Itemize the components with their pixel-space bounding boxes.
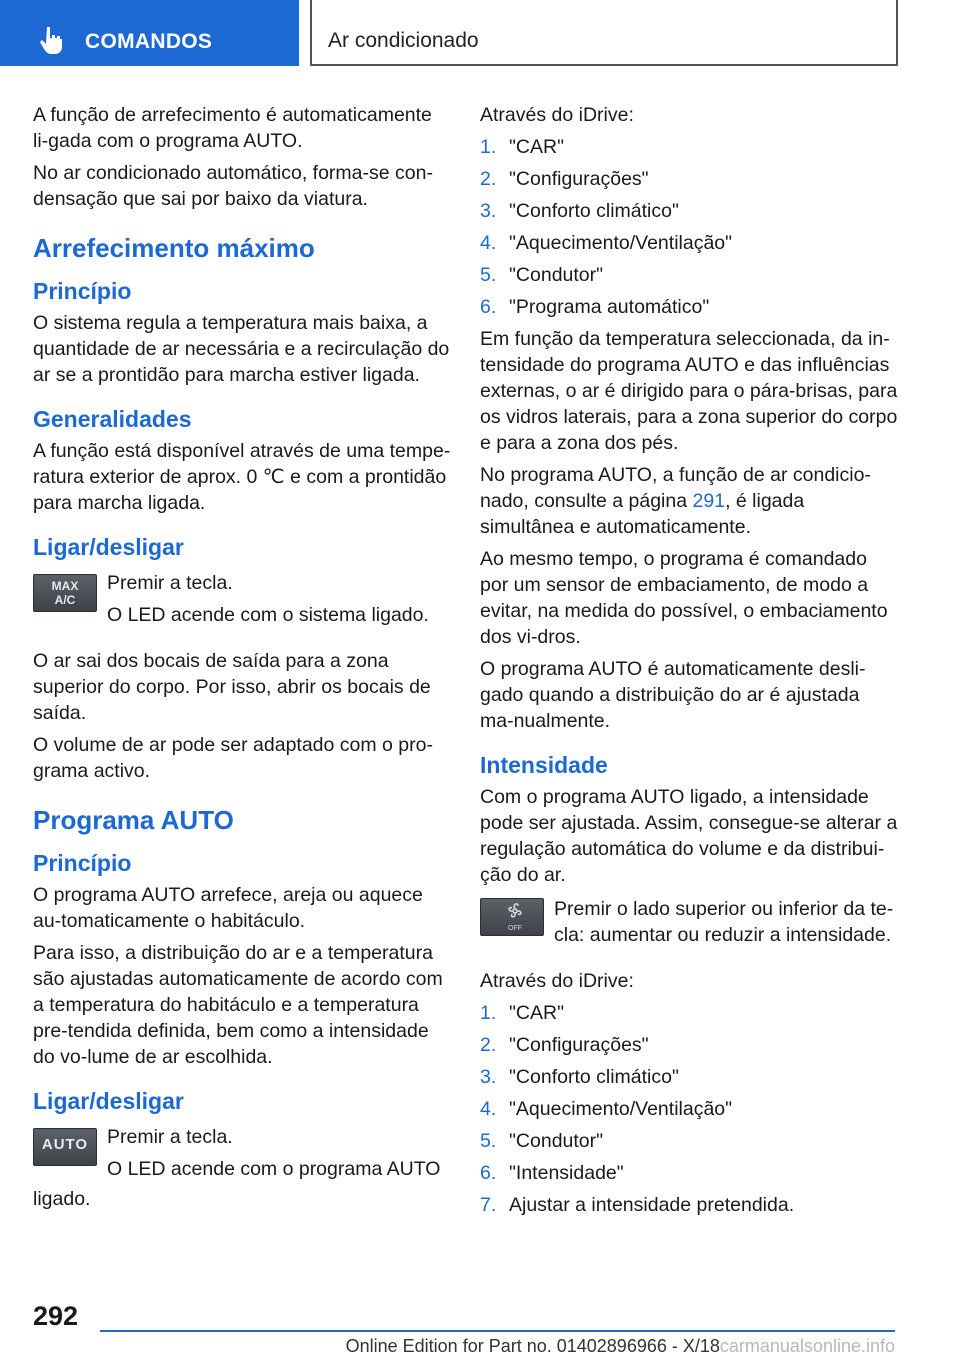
list-item — [480, 1192, 898, 1218]
instruction-text: O LED acende com o sistema ligado. — [107, 604, 429, 626]
list-item-number: 1. — [480, 136, 497, 158]
list-item-text: "Intensidade" — [509, 1162, 624, 1184]
list-item-number: 3. — [480, 1066, 497, 1088]
paragraph: O programa AUTO arrefece, areja ou aquece au-tomaticamente o habitáculo. — [33, 884, 423, 932]
paragraph: Com o programa AUTO ligado, a intensidade pode ser ajustada. Assim, consegue-se alterar a regulação automática do volume e da distribui-ção do ar. — [480, 786, 898, 886]
auto-button-icon — [33, 1128, 97, 1166]
subheading-principio: Princípio — [33, 850, 132, 876]
maxac-instruction — [33, 570, 451, 638]
auto-icon-label: AUTO — [41, 1136, 89, 1153]
list-item-number: 6. — [480, 296, 497, 318]
heading-programa-auto: Programa AUTO — [33, 805, 234, 835]
list-item — [480, 134, 898, 160]
subheading-ligar-desligar: Ligar/desligar — [33, 534, 184, 560]
paragraph: O programa AUTO é automaticamente desli-gado quando a distribuição do ar é ajustada ma-nualmente. — [480, 658, 866, 732]
list-item-text: "Aquecimento/Ventilação" — [509, 232, 733, 254]
list-item-text: "Condutor" — [509, 1130, 604, 1152]
list-item-number: 4. — [480, 232, 497, 254]
list-item-number: 5. — [480, 1130, 497, 1152]
list-item-text: "Configurações" — [509, 168, 649, 190]
list-item-text: "CAR" — [509, 1002, 565, 1024]
list-item-text: Ajustar a intensidade pretendida. — [509, 1194, 795, 1216]
footer-divider — [100, 1330, 895, 1332]
list-item-number: 2. — [480, 1034, 497, 1056]
footer-edition: Online Edition for Part no. 01402896966 - X/18carmanualsonline.info — [345, 1336, 895, 1356]
page-link-291[interactable]: 291 — [692, 490, 726, 512]
paragraph: No ar condicionado automático, forma-se con-densação que sai por baixo da viatura. — [33, 162, 433, 210]
list-item-text: "Configurações" — [509, 1034, 649, 1056]
left-column — [33, 102, 451, 1218]
subheading-generalidades: Generalidades — [33, 406, 192, 432]
chapter-tab-comandos[interactable] — [0, 0, 299, 66]
fan-icon-off-label: OFF — [508, 925, 522, 932]
max-ac-icon-bottom: A/C — [54, 593, 76, 607]
idrive-steps-list — [480, 1000, 898, 1218]
max-ac-icon-top: MAX — [51, 579, 79, 593]
subheading-intensidade: Intensidade — [480, 752, 608, 778]
section-tab-ar-condicionado[interactable] — [310, 0, 898, 66]
paragraph: O ar sai dos bocais de saída para a zona superior do corpo. Por isso, abrir os bocais de saída. — [33, 650, 431, 724]
paragraph: O volume de ar pode ser adaptado com o pro-grama activo. — [33, 734, 433, 782]
instruction-text: Premir a tecla. — [107, 572, 233, 594]
page-number: 292 — [33, 1301, 79, 1331]
section-tab-label: Ar condicionado — [328, 29, 479, 52]
chapter-tab-label: COMANDOS — [85, 30, 213, 53]
fan-intensity-button-icon — [480, 898, 544, 936]
paragraph: A função está disponível através de uma tempe-ratura exterior de aprox. 0 ℃ e com a prontidão para marcha ligada. — [33, 440, 451, 514]
paragraph: A função de arrefecimento é automaticamente li-gada com o programa AUTO. — [33, 104, 432, 152]
list-item — [480, 262, 898, 288]
subheading-ligar-desligar: Ligar/desligar — [33, 1088, 184, 1114]
list-item-text: "Condutor" — [509, 264, 604, 286]
list-item-number: 2. — [480, 168, 497, 190]
auto-instruction — [33, 1124, 451, 1184]
list-item-text: "Programa automático" — [509, 296, 710, 318]
list-item — [480, 294, 898, 320]
paragraph: Em função da temperatura seleccionada, da in-tensidade do programa AUTO e das influências externas, o ar é dirigido para o pára-brisas, para os vidros laterais, para a zona superior do corpo e para a zona dos pés. — [480, 328, 898, 454]
list-item — [480, 1160, 898, 1186]
list-item-number: 4. — [480, 1098, 497, 1120]
list-item-number: 7. — [480, 1194, 497, 1216]
list-item-text: "Aquecimento/Ventilação" — [509, 1098, 733, 1120]
list-item — [480, 1064, 898, 1090]
instruction-text: O LED acende com o programa AUTO — [107, 1158, 441, 1180]
list-item — [480, 1128, 898, 1154]
paragraph: Para isso, a distribuição do ar e a temperatura são ajustadas automaticamente de acordo com a temperatura do habitáculo e a temperatura pre-tendida definida, bem como a intensidade do vo-lume de ar escolhida. — [33, 942, 443, 1068]
list-item-text: "Conforto climático" — [509, 200, 679, 222]
instruction-text: Premir o lado superior ou inferior da te-cla: aumentar ou reduzir a intensidade. — [554, 898, 894, 946]
list-item — [480, 1096, 898, 1122]
right-column — [480, 102, 898, 1224]
paragraph: Através do iDrive: — [480, 104, 634, 126]
subheading-principio: Princípio — [33, 278, 132, 304]
list-item — [480, 1000, 898, 1026]
list-item-number: 3. — [480, 200, 497, 222]
list-item — [480, 230, 898, 256]
list-item-number: 5. — [480, 264, 497, 286]
list-item-number: 1. — [480, 1002, 497, 1024]
list-item — [480, 198, 898, 224]
page-header — [0, 0, 960, 66]
max-ac-button-icon — [33, 574, 97, 612]
paragraph: No programa AUTO, a função de ar condicio-nado, consulte a página 291, é ligada simultânea e automaticamente. — [480, 464, 871, 538]
list-item-number: 6. — [480, 1162, 497, 1184]
instruction-text: Premir a tecla. — [107, 1126, 233, 1148]
intensity-instruction — [480, 896, 898, 958]
paragraph: Ao mesmo tempo, o programa é comandado por um sensor de embaciamento, de modo a evitar, na medida do possível, o embaciamento dos vi-dros. — [480, 548, 888, 648]
watermark: carmanualsonline.info — [719, 1336, 895, 1356]
list-item-text: "Conforto climático" — [509, 1066, 679, 1088]
paragraph: Através do iDrive: — [480, 970, 634, 992]
idrive-steps-list — [480, 134, 898, 320]
list-item-text: "CAR" — [509, 136, 565, 158]
instruction-text-continued: ligado. — [33, 1188, 91, 1210]
heading-arrefecimento-maximo: Arrefecimento máximo — [33, 233, 315, 263]
hand-pointer-icon — [40, 26, 66, 54]
list-item — [480, 166, 898, 192]
list-item — [480, 1032, 898, 1058]
paragraph: O sistema regula a temperatura mais baixa, a quantidade de ar necessária e a recirculação do ar se a prontidão para marcha estiver ligada. — [33, 312, 450, 386]
